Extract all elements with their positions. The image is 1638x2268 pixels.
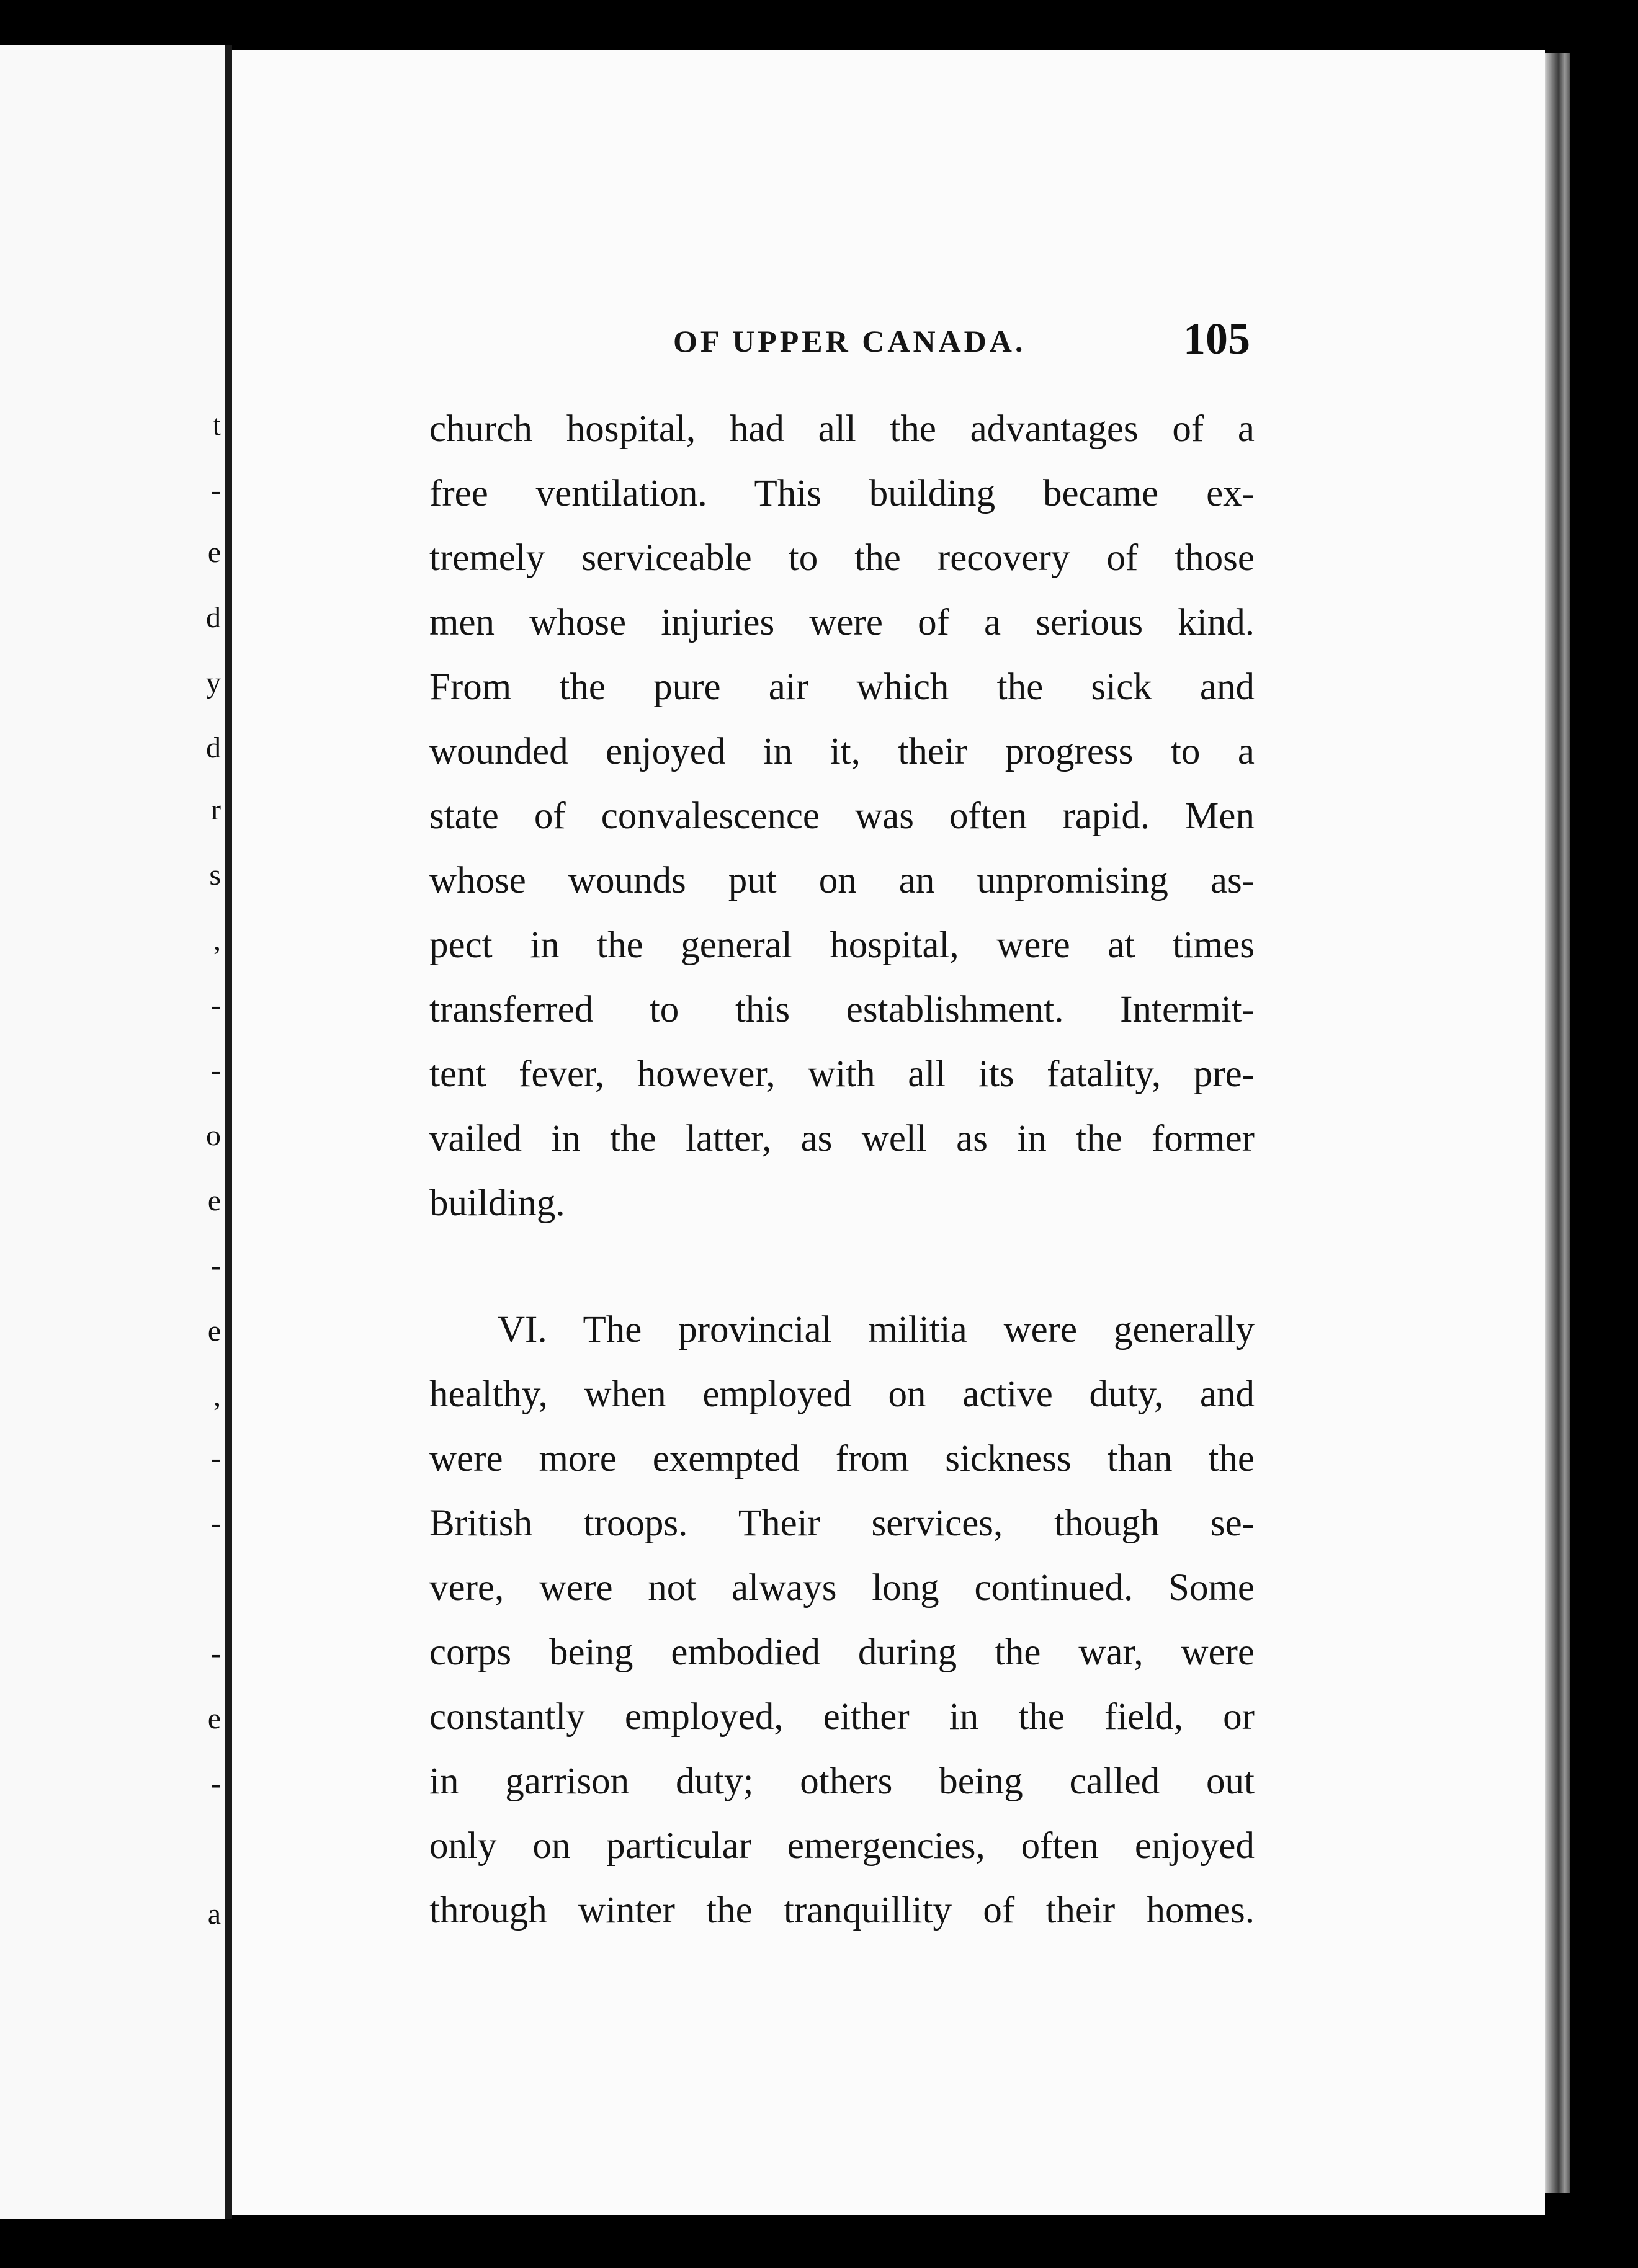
text-line: only on particular emergencies, often enjoyed xyxy=(429,1825,1255,1867)
text-line: corps being embodied during the war, were xyxy=(429,1632,1255,1673)
left-fragment: a xyxy=(207,1898,221,1931)
left-page-edge-characters xyxy=(206,45,225,2219)
page-edge-stack xyxy=(1545,53,1570,2193)
text-line: were more exempted from sickness than the xyxy=(429,1438,1255,1480)
paragraph-militia xyxy=(429,1298,1255,1943)
text-line: vailed in the latter, as well as in the former xyxy=(429,1118,1255,1159)
text-line: From the pure air which the sick and xyxy=(429,666,1255,708)
left-fragment: e xyxy=(207,1315,221,1347)
book-gutter xyxy=(225,45,232,2219)
left-fragment: r xyxy=(211,793,221,826)
text-line: constantly employed, either in the field, or xyxy=(429,1696,1255,1738)
left-fragment: - xyxy=(211,1637,221,1670)
text-line: in garrison duty; others being called out xyxy=(429,1761,1255,1802)
paragraph-hospital xyxy=(429,397,1255,1236)
page-number: 105 xyxy=(1183,314,1250,364)
left-fragment: e xyxy=(207,1184,221,1217)
left-fragment: , xyxy=(213,924,221,957)
text-line: tent fever, however, with all its fatality, pre- xyxy=(429,1053,1255,1095)
text-line: building. xyxy=(429,1182,565,1224)
left-fragment: y xyxy=(206,666,221,699)
text-line: VI. The provincial militia were generally xyxy=(498,1309,1255,1351)
text-line: men whose injuries were of a serious kind. xyxy=(429,602,1255,643)
text-line: free ventilation. This building became ex- xyxy=(429,473,1255,514)
left-fragment: d xyxy=(206,731,221,764)
left-fragment: - xyxy=(211,1054,221,1087)
text-line: British troops. Their services, though se- xyxy=(429,1502,1255,1544)
text-line: through winter the tranquillity of their homes. xyxy=(429,1890,1255,1931)
text-line: vere, were not always long continued. Some xyxy=(429,1567,1255,1609)
left-fragment: e xyxy=(207,536,221,569)
text-line: whose wounds put on an unpromising as- xyxy=(429,860,1255,901)
left-fragment: e xyxy=(207,1702,221,1735)
text-line: tremely serviceable to the recovery of those xyxy=(429,537,1255,579)
running-head: OF UPPER CANADA. xyxy=(673,324,1026,359)
left-page-fragment xyxy=(0,45,225,2219)
left-fragment: - xyxy=(211,1442,221,1475)
left-fragment: , xyxy=(213,1380,221,1413)
text-line: transferred to this establishment. Intermit- xyxy=(429,989,1255,1030)
left-fragment: - xyxy=(211,474,221,507)
text-line: church hospital, had all the advantages of a xyxy=(429,408,1255,450)
left-fragment: t xyxy=(212,409,221,442)
left-fragment: o xyxy=(206,1119,221,1152)
left-fragment: s xyxy=(209,859,221,891)
text-line: healthy, when employed on active duty, and xyxy=(429,1373,1255,1415)
left-fragment: - xyxy=(211,1507,221,1540)
text-line: pect in the general hospital, were at times xyxy=(429,924,1255,966)
page-header xyxy=(673,313,1250,369)
left-fragment: - xyxy=(211,1249,221,1282)
text-line: state of convalescence was often rapid. Men xyxy=(429,795,1255,837)
left-fragment: d xyxy=(206,601,221,634)
left-fragment: - xyxy=(211,1767,221,1800)
text-line: wounded enjoyed in it, their progress to a xyxy=(429,731,1255,772)
left-fragment: - xyxy=(211,989,221,1022)
